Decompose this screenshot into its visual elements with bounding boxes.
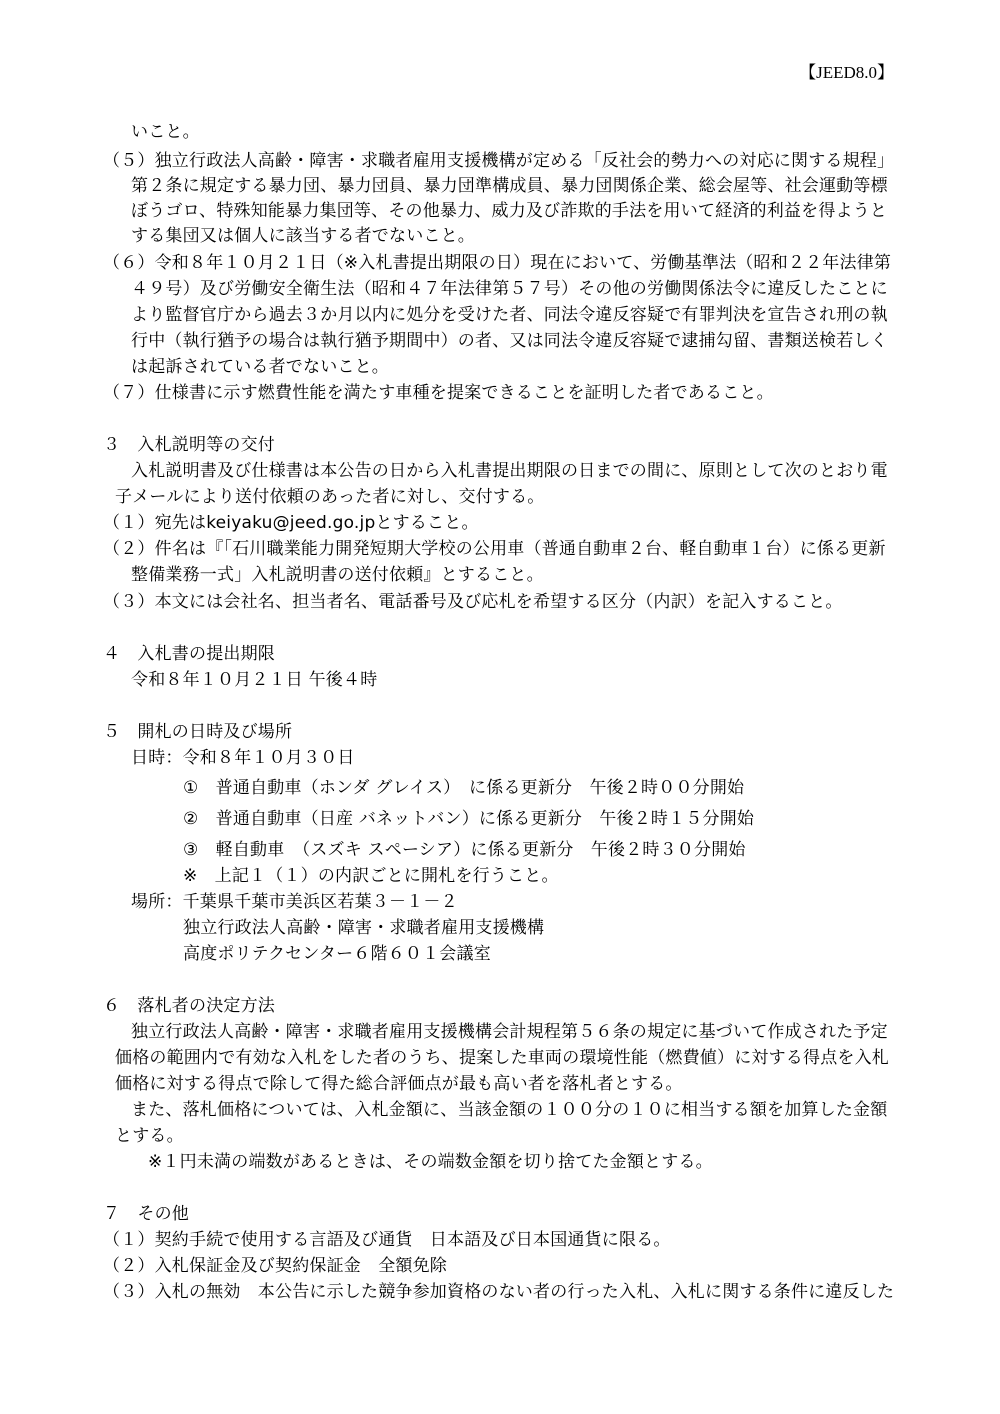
list-item-line: （１）宛先はkeiyaku@jeed.go.jpとすること。 <box>103 513 479 533</box>
paragraph-line: 子メールにより送付依頼のあった者に対し、交付する。 <box>115 487 545 507</box>
section-heading: ３ 入札説明等の交付 <box>103 435 275 455</box>
paragraph-line: 独立行政法人高齢・障害・求職者雇用支援機構会計規程第５６条の規定に基づいて作成された予定 <box>131 1022 888 1042</box>
list-item-line: （５）独立行政法人高齢・障害・求職者雇用支援機構が定める「反社会的勢力への対応に関する規程」 <box>103 151 895 171</box>
paragraph-line: 価格に対する得点で除して得た総合評価点が最も高い者を落札者とする。 <box>115 1074 683 1094</box>
section-heading: ４ 入札書の提出期限 <box>103 644 275 664</box>
list-item-line: より監督官庁から過去３か月以内に処分を受けた者、同法令違反容疑で有罪判決を宣告され刑の執 <box>131 305 888 325</box>
paragraph-line: また、落札価格については、入札金額に、当該金額の１００分の１０に相当する額を加算した金額 <box>131 1100 888 1120</box>
schedule-item: ① 普通自動車（ホンダ グレイス） に係る更新分 午後２時００分開始 <box>183 778 745 798</box>
list-item-line: ぼうゴロ、特殊知能暴力集団等、その他暴力、威力及び詐欺的手法を用いて経済的利益を得ようと <box>131 201 888 221</box>
note-line: ※ 上記１（１）の内訳ごとに開札を行うこと。 <box>183 866 559 886</box>
paragraph-line: 入札説明書及び仕様書は本公告の日から入札書提出期限の日までの間に、原則として次のとおり電 <box>131 461 888 481</box>
list-item-line: （２）件名は『「石川職業能力開発短期大学校の公用車（普通自動車２台、軽自動車１台）に係る更新 <box>103 539 886 559</box>
section-heading: ５ 開札の日時及び場所 <box>103 722 293 742</box>
paragraph-line: 独立行政法人高齢・障害・求職者雇用支援機構 <box>183 918 545 938</box>
paragraph-line: 価格の範囲内で有効な入札をした者のうち、提案した車両の環境性能（燃費値）に対する得点を入札 <box>115 1048 889 1068</box>
list-item-line: 整備業務一式」入札説明書の送付依頼』とすること。 <box>131 565 544 585</box>
schedule-item: ② 普通自動車（日産 バネットバン）に係る更新分 午後２時１５分開始 <box>183 809 755 829</box>
section-heading: ６ 落札者の決定方法 <box>103 996 275 1016</box>
paragraph-line: 日時：令和８年１０月３０日 <box>131 748 355 768</box>
paragraph-line: 高度ポリテクセンター６階６０１会議室 <box>183 944 491 964</box>
note-line: ※１円未満の端数があるときは、その端数金額を切り捨てた金額とする。 <box>148 1152 713 1172</box>
list-item-line: は起訴されている者でないこと。 <box>131 357 389 377</box>
list-item-line: 第２条に規定する暴力団、暴力団員、暴力団準構成員、暴力団関係企業、総会屋等、社会運動等標 <box>131 176 888 196</box>
list-item-line: （３）本文には会社名、担当者名、電話番号及び応札を希望する区分（内訳）を記入すること。 <box>103 592 843 612</box>
document-tag: 【JEED8.0】 <box>799 63 894 82</box>
paragraph-line: いこと。 <box>131 122 200 142</box>
list-item-line: （６）令和８年１０月２１日（※入札書提出期限の日）現在において、労働基準法（昭和２２年法律第 <box>103 253 892 273</box>
list-item-line: 行中（執行猶予の場合は執行猶予期間中）の者、又は同法令違反容疑で逮捕勾留、書類送検若しく <box>131 331 888 351</box>
list-item-line: （７）仕様書に示す燃費性能を満たす車種を提案できることを証明した者であること。 <box>103 383 774 403</box>
schedule-item: ③ 軽自動車 （スズキ スペーシア）に係る更新分 午後２時３０分開始 <box>183 840 746 860</box>
list-item-line: （１）契約手続で使用する言語及び通貨 日本語及び日本国通貨に限る。 <box>103 1230 671 1250</box>
list-item-line: する集団又は個人に該当する者でないこと。 <box>131 226 475 246</box>
list-item-line: （３）入札の無効 本公告に示した競争参加資格のない者の行った入札、入札に関する条件に違反した <box>103 1282 895 1302</box>
list-item-line: （２）入札保証金及び契約保証金 全額免除 <box>103 1256 447 1276</box>
paragraph-line: とする。 <box>115 1126 184 1146</box>
list-item-line: ４９号）及び労働安全衛生法（昭和４７年法律第５７号）その他の労働関係法令に違反したことに <box>131 279 888 299</box>
paragraph-line: 令和８年１０月２１日 午後４時 <box>131 670 378 690</box>
section-heading: ７ その他 <box>103 1204 189 1224</box>
paragraph-line: 場所：千葉県千葉市美浜区若葉３－１－２ <box>131 892 458 912</box>
